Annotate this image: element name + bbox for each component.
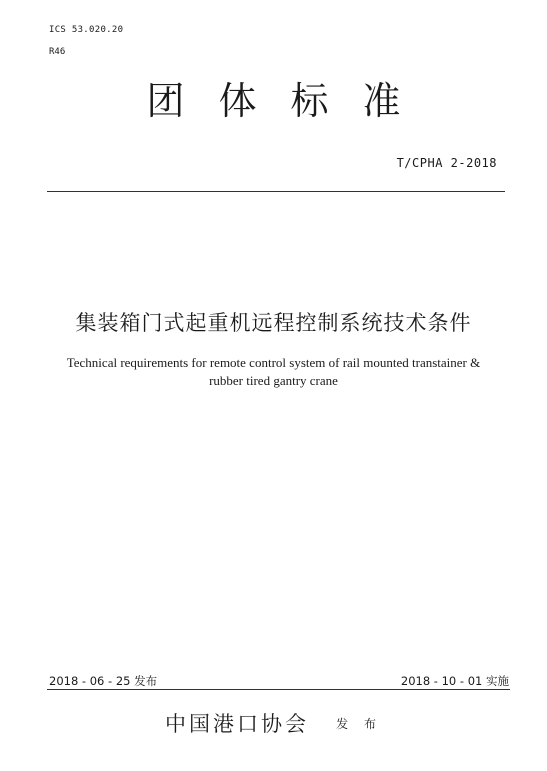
issue-date: 2018 - 06 - 25 发布 bbox=[49, 674, 158, 688]
classification-code: R46 bbox=[49, 47, 66, 57]
ics-code: ICS 53.020.20 bbox=[49, 25, 124, 35]
standard-number: T/CPHA 2-2018 bbox=[396, 156, 497, 170]
publish-label: 发 布 bbox=[336, 716, 382, 731]
top-divider bbox=[47, 191, 505, 192]
standard-type-heading: 团体标准 bbox=[146, 79, 435, 123]
bottom-divider bbox=[47, 689, 510, 690]
english-title bbox=[40, 354, 507, 390]
english-title-line-2: rubber tired gantry crane bbox=[209, 373, 338, 388]
publisher-name: 中国港口协会 bbox=[165, 712, 310, 736]
publisher-row bbox=[0, 708, 547, 738]
english-title-line-1: Technical requirements for remote control system of rail mounted transtainer & bbox=[66, 355, 481, 370]
chinese-title: 集装箱门式起重机远程控制系统技术条件 bbox=[75, 311, 472, 335]
implementation-date: 2018 - 10 - 01 实施 bbox=[400, 674, 509, 688]
